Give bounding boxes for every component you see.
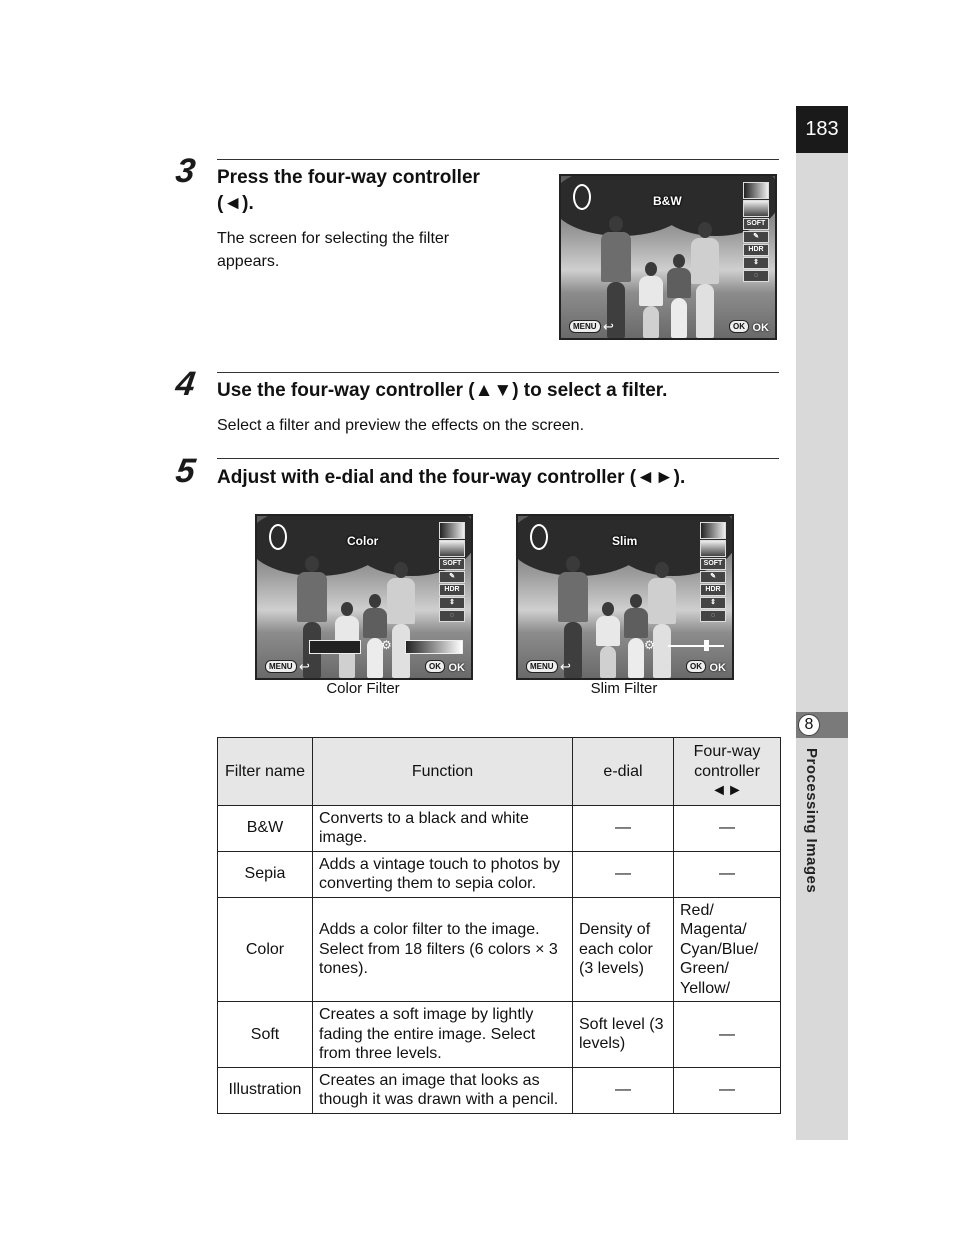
function-cell: Creates an image that looks as though it was drawn with a pencil. — [313, 1067, 573, 1113]
screen-caption: Color Filter — [326, 680, 400, 697]
screen-caption: Slim Filter — [590, 680, 658, 697]
edial-cell: Soft level (3 levels) — [573, 1002, 674, 1068]
chapter-number: 8 — [798, 714, 820, 736]
step-title: Press the four-way controller (◄). — [217, 167, 480, 214]
sepia-filter-icon — [700, 540, 726, 557]
e-dial-icon: ⚙ — [381, 638, 392, 652]
table-header: e-dial — [573, 738, 674, 806]
soft-filter-icon: SOFT — [439, 558, 465, 570]
density-level-bar — [405, 640, 463, 654]
menu-button-icon: MENU — [569, 320, 601, 333]
chapter-title: Processing Images — [803, 748, 820, 894]
function-cell: Creates a soft image by lightly fading the entire image. Select from three levels. — [313, 1002, 573, 1068]
fisheye-filter-icon: ◌ — [439, 610, 465, 622]
step-divider — [217, 159, 779, 160]
filter-icon — [530, 524, 548, 550]
filter-name-label: B&W — [653, 194, 682, 208]
illustration-filter-icon: ✎ — [743, 231, 769, 243]
step-divider — [217, 372, 779, 373]
menu-button-icon: MENU — [526, 660, 558, 673]
table-row — [218, 1002, 781, 1068]
back-arrow-icon: ↩ — [299, 659, 310, 674]
hdr-filter-icon: HDR — [439, 584, 465, 596]
table-header: Function — [313, 738, 573, 806]
back-arrow-icon: ↩ — [603, 319, 614, 334]
step-number: 5 — [173, 452, 198, 490]
step-title: Use the four-way controller (▲▼) to select a filter. — [217, 380, 668, 401]
table-row — [218, 805, 781, 851]
slim-filter-icon: ⇕ — [700, 597, 726, 609]
filter-icon-column — [743, 182, 769, 283]
filter-icon — [573, 184, 591, 210]
back-arrow-icon: ↩ — [560, 659, 571, 674]
camera-bottom-bar — [257, 658, 471, 678]
bw-filter-icon — [743, 182, 769, 199]
bw-filter-icon — [439, 522, 465, 539]
fourway-cell: — — [674, 1002, 781, 1068]
ok-button-icon: OK — [729, 320, 749, 333]
camera-screen-slim — [516, 514, 734, 680]
camera-bottom-bar — [518, 658, 732, 678]
step-number: 4 — [173, 365, 198, 403]
soft-filter-icon: SOFT — [743, 218, 769, 230]
step-number: 3 — [173, 152, 198, 190]
table-row — [218, 1067, 781, 1113]
illustration-filter-icon: ✎ — [700, 571, 726, 583]
menu-button-icon: MENU — [265, 660, 297, 673]
edial-cell: — — [573, 851, 674, 897]
ok-label: OK — [709, 662, 726, 674]
fourway-cell: — — [674, 805, 781, 851]
filter-table — [217, 737, 781, 1114]
filter-name-label: Color — [347, 534, 379, 548]
fourway-cell: — — [674, 1067, 781, 1113]
color-selector-bar — [309, 640, 361, 654]
edial-cell: — — [573, 1067, 674, 1113]
table-header: Filter name — [218, 738, 313, 806]
filter-name-cell: Soft — [218, 1002, 313, 1068]
table-header: Four-way controller ◄► — [674, 738, 781, 806]
table-row — [218, 897, 781, 1002]
table-row — [218, 851, 781, 897]
filter-name-label: Slim — [612, 534, 638, 548]
edial-cell: Density of each color (3 levels) — [573, 897, 674, 1002]
slim-level-marker — [704, 640, 709, 651]
filter-icon-column — [700, 522, 726, 623]
fisheye-filter-icon: ◌ — [743, 270, 769, 282]
step-divider — [217, 458, 779, 459]
function-cell: Adds a vintage touch to photos by converting them to sepia color. — [313, 851, 573, 897]
fourway-cell: — — [674, 851, 781, 897]
filter-icon — [269, 524, 287, 550]
fisheye-filter-icon: ◌ — [700, 610, 726, 622]
hdr-filter-icon: HDR — [700, 584, 726, 596]
illustration-filter-icon: ✎ — [439, 571, 465, 583]
hdr-filter-icon: HDR — [743, 244, 769, 256]
filter-icon-column — [439, 522, 465, 623]
camera-screen-color — [255, 514, 473, 680]
filter-name-cell: Illustration — [218, 1067, 313, 1113]
step-body: The screen for selecting the filter appears. — [217, 230, 450, 270]
slim-level-slider — [668, 645, 724, 647]
slim-filter-icon: ⇕ — [439, 597, 465, 609]
camera-screen-main — [559, 174, 777, 340]
slim-filter-icon: ⇕ — [743, 257, 769, 269]
edial-cell: — — [573, 805, 674, 851]
function-cell: Adds a color filter to the image. Select from 18 filters (6 colors × 3 tones). — [313, 897, 573, 1002]
page-number: 183 — [796, 106, 848, 153]
e-dial-icon: ⚙ — [644, 638, 655, 652]
fourway-cell: Red/ Magenta/ Cyan/Blue/ Green/ Yellow/ — [674, 897, 781, 1002]
filter-name-cell: Sepia — [218, 851, 313, 897]
ok-button-icon: OK — [425, 660, 445, 673]
filter-name-cell: Color — [218, 897, 313, 1002]
table-header-row — [218, 738, 781, 806]
sepia-filter-icon — [743, 200, 769, 217]
ok-label: OK — [752, 322, 769, 334]
sepia-filter-icon — [439, 540, 465, 557]
soft-filter-icon: SOFT — [700, 558, 726, 570]
step-title: Adjust with e-dial and the four-way controller (◄►). — [217, 467, 686, 488]
camera-bottom-bar — [561, 318, 775, 338]
ok-button-icon: OK — [686, 660, 706, 673]
function-cell: Converts to a black and white image. — [313, 805, 573, 851]
chapter-side-strip — [796, 106, 848, 1140]
ok-label: OK — [448, 662, 465, 674]
step-body: Select a filter and preview the effects on the screen. — [217, 417, 585, 434]
filter-name-cell: B&W — [218, 805, 313, 851]
bw-filter-icon — [700, 522, 726, 539]
